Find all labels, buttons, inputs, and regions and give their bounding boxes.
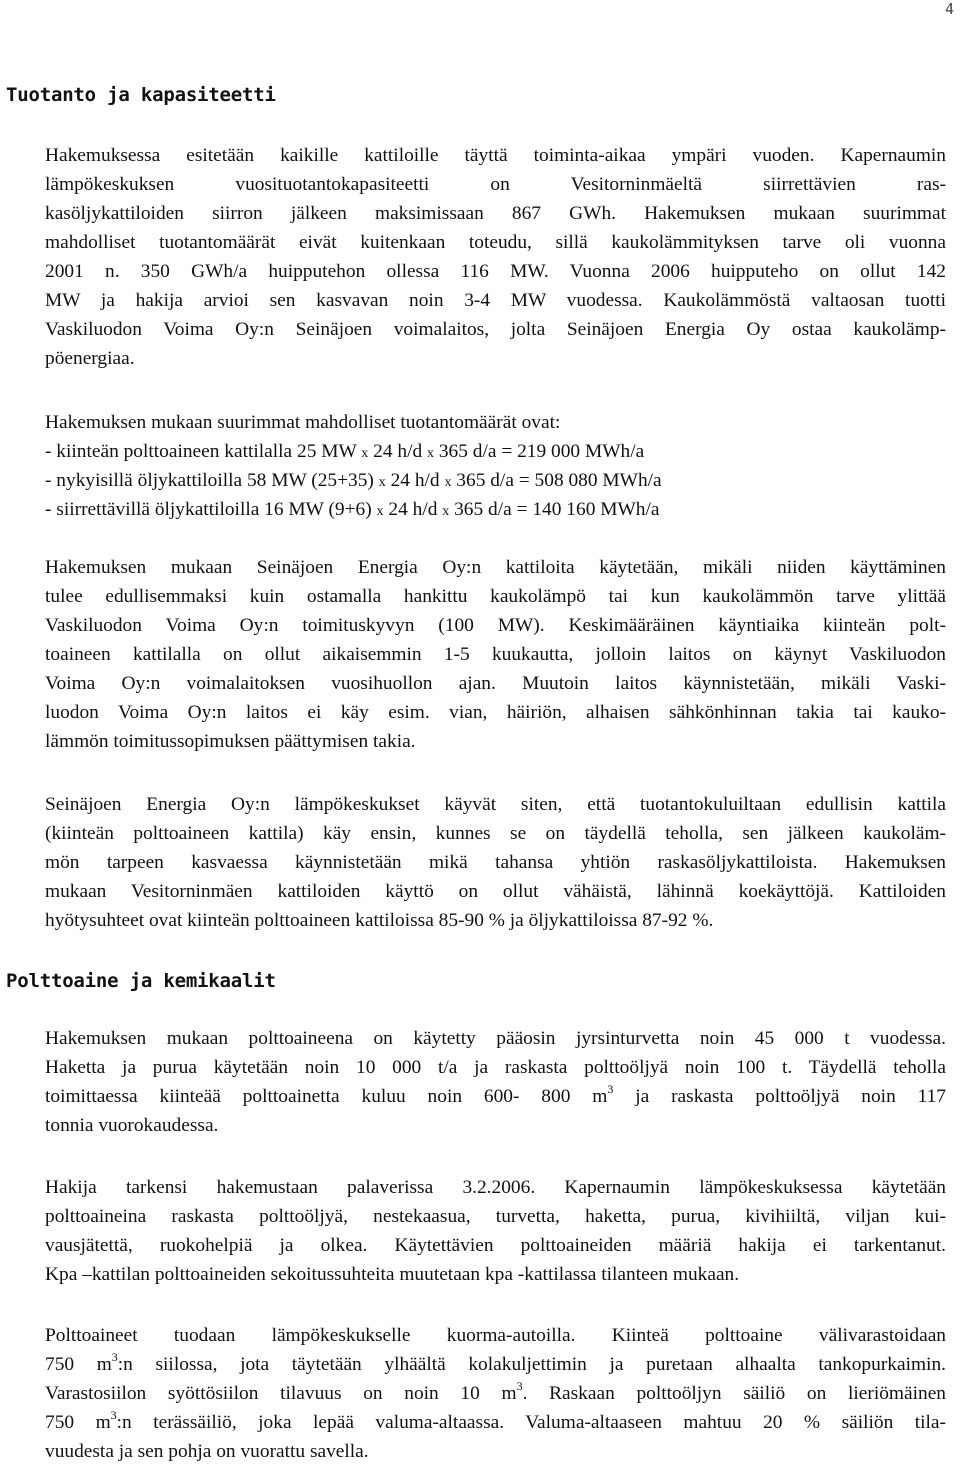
text-line: Kpa –kattilan polttoaineiden sekoitussuhteita muutetaan kpa -kattilassa tilanteen mukaan. (45, 1264, 740, 1285)
list-item: - kiinteän polttoaineen kattilalla 25 MW x 24 h/d x 365 d/a = 219 000 MWh/a (45, 441, 645, 462)
text-line: toaineen kattilalla on ollut aikaisemmin 1-5 kuukautta, jolloin laitos on käynyt Vaskiluodon (45, 644, 946, 665)
paragraph-tuotantomaarat (45, 408, 946, 524)
list-item: - siirrettävillä öljykattiloilla 16 MW (9+6) x 24 h/d x 365 d/a = 140 160 MWh/a (45, 499, 660, 520)
paragraph-varastointi (45, 1321, 946, 1466)
text-line: lämmön toimitussopimuksen päättymisen takia. (45, 731, 416, 752)
heading-polttoaine: Polttoaine ja kemikaalit (6, 970, 276, 992)
text-line: mön tarpeen kasvaessa käynnistetään mikä tahansa yhtiön raskasöljykattiloista. Hakemuksen (45, 852, 946, 873)
paragraph-hakemus-toiminta-aika (45, 141, 946, 373)
text-line: Polttoaineet tuodaan lämpökeskukselle kuorma-autoilla. Kiinteä polttoaine välivarastoidaan (45, 1325, 946, 1346)
text-line: 750 $m^3:n$ terässäiliö, joka lepää valuma-altaassa. Valuma-altaaseen mahtuu 20 % säiliön tila- (45, 1408, 946, 1433)
text-line: hyötysuhteet ovat kiinteän polttoaineen kattiloissa 85-90 % ja öljykattiloissa 87-92 %. (45, 910, 714, 931)
text-line: luodon Voima Oy:n laitos ei käy esim. vian, häiriön, alhaisen sähkönhinnan takia tai kauko- (45, 702, 946, 723)
text-line: Hakemuksen mukaan polttoaineena on käytetty pääosin jyrsinturvetta noin 45 000 t vuodessa. (45, 1028, 946, 1049)
text-line: mukaan Vesitorninmäen kattiloiden käyttö on ollut vähäistä, lähinnä koekäyttöjä. Kattiloiden (45, 881, 946, 902)
text-line: Hakemuksessa esitetään kaikille kattiloille täyttä toiminta-aikaa ympäri vuoden. Kapernaumin (45, 145, 946, 166)
text-line: Varastosiilon syöttösiilon tilavuus on noin 10 $m^3$. Raskaan polttoöljyn säiliö on lieriömäinen (45, 1379, 946, 1404)
text-line: lämpökeskuksen vuosituotantokapasiteetti on Vesitorninmäeltä siirrettävien ras- (45, 174, 946, 195)
paragraph-polttoaineet-kulutus (45, 1024, 946, 1140)
text-line: pöenergiaa. (45, 348, 135, 369)
list-item: - nykyisillä öljykattiloilla 58 MW (25+35) x 24 h/d x 365 d/a = 508 080 MWh/a (45, 470, 662, 491)
text-line: toimittaessa kiinteää polttoainetta kuluu noin 600- 800 $m^3$ ja raskasta polttoöljyä noin 117 (45, 1082, 946, 1107)
text-line: Vaskiluodon Voima Oy:n Seinäjoen voimalaitos, jolta Seinäjoen Energia Oy ostaa kaukolämp- (45, 319, 946, 340)
text-line: Voima Oy:n voimalaitoksen vuosihuollon ajan. Muutoin laitos käynnistetään, mikäli Vaski- (45, 673, 946, 694)
text-line: Haketta ja purua käytetään noin 10 000 t/a ja raskasta polttoöljyä noin 100 t. Täydellä teholla (45, 1057, 946, 1078)
page-number: 4 (944, 0, 954, 18)
text-line: vuudesta ja sen pohja on vuorattu savella. (45, 1441, 369, 1462)
text-line: vausjätettä, ruokohelpiä ja olkea. Käytettävien polttoaineiden määriä hakija ei tarkentanut. (45, 1235, 946, 1256)
text-line: 750 $m^3:n$ siilossa, jota täytetään ylhäältä kolakuljettimin ja puretaan alhaalta tankopurkaimin. (45, 1350, 946, 1375)
text-line: tonnia vuorokaudessa. (45, 1115, 219, 1136)
text-line: Hakemuksen mukaan suurimmat mahdolliset tuotantomäärät ovat: (45, 412, 561, 433)
text-line: Seinäjoen Energia Oy:n lämpökeskukset käyvät siten, että tuotantokuluiltaan edullisin kattila (45, 794, 946, 815)
text-line: 2001 n. 350 GWh/a huipputehon ollessa 116 MW. Vuonna 2006 huipputeho on ollut 142 (45, 261, 946, 282)
paragraph-lampokeskukset (45, 790, 946, 935)
text-line: Hakemuksen mukaan Seinäjoen Energia Oy:n kattiloita käytetään, mikäli niiden käyttäminen (45, 557, 946, 578)
text-line: Vaskiluodon Voima Oy:n toimituskyvyn (100 MW). Keskimääräinen käyntiaika kiinteän polt- (45, 615, 946, 636)
text-line: tulee edullisemmaksi kuin ostamalla hankittu kaukolämpö tai kun kaukolämmön tarve ylittää (45, 586, 946, 607)
text-line: Hakija tarkensi hakemustaan palaverissa 3.2.2006. Kapernaumin lämpökeskuksessa käytetään (45, 1177, 946, 1198)
text-line: polttoaineina raskasta polttoöljyä, nestekaasua, turvetta, haketta, purua, kivihiiltä, viljan kui- (45, 1206, 946, 1227)
heading-tuotanto: Tuotanto ja kapasiteetti (6, 84, 276, 106)
text-line: MW ja hakija arvioi sen kasvavan noin 3-4 MW vuodessa. Kaukolämmöstä valtaosan tuotti (45, 290, 946, 311)
text-line: (kiinteän polttoaineen kattila) käy ensin, kunnes se on täydellä teholla, sen jälkeen kaukoläm- (45, 823, 946, 844)
text-line: mahdolliset tuotantomäärät eivät kuitenkaan toteudu, sillä kaukolämmityksen tarve oli vuonna (45, 232, 946, 253)
paragraph-kattiloiden-kaytto (45, 553, 946, 756)
paragraph-palaveri (45, 1173, 946, 1289)
text-line: kasöljykattiloiden siirron jälkeen maksimissaan 867 GWh. Hakemuksen mukaan suurimmat (45, 203, 946, 224)
